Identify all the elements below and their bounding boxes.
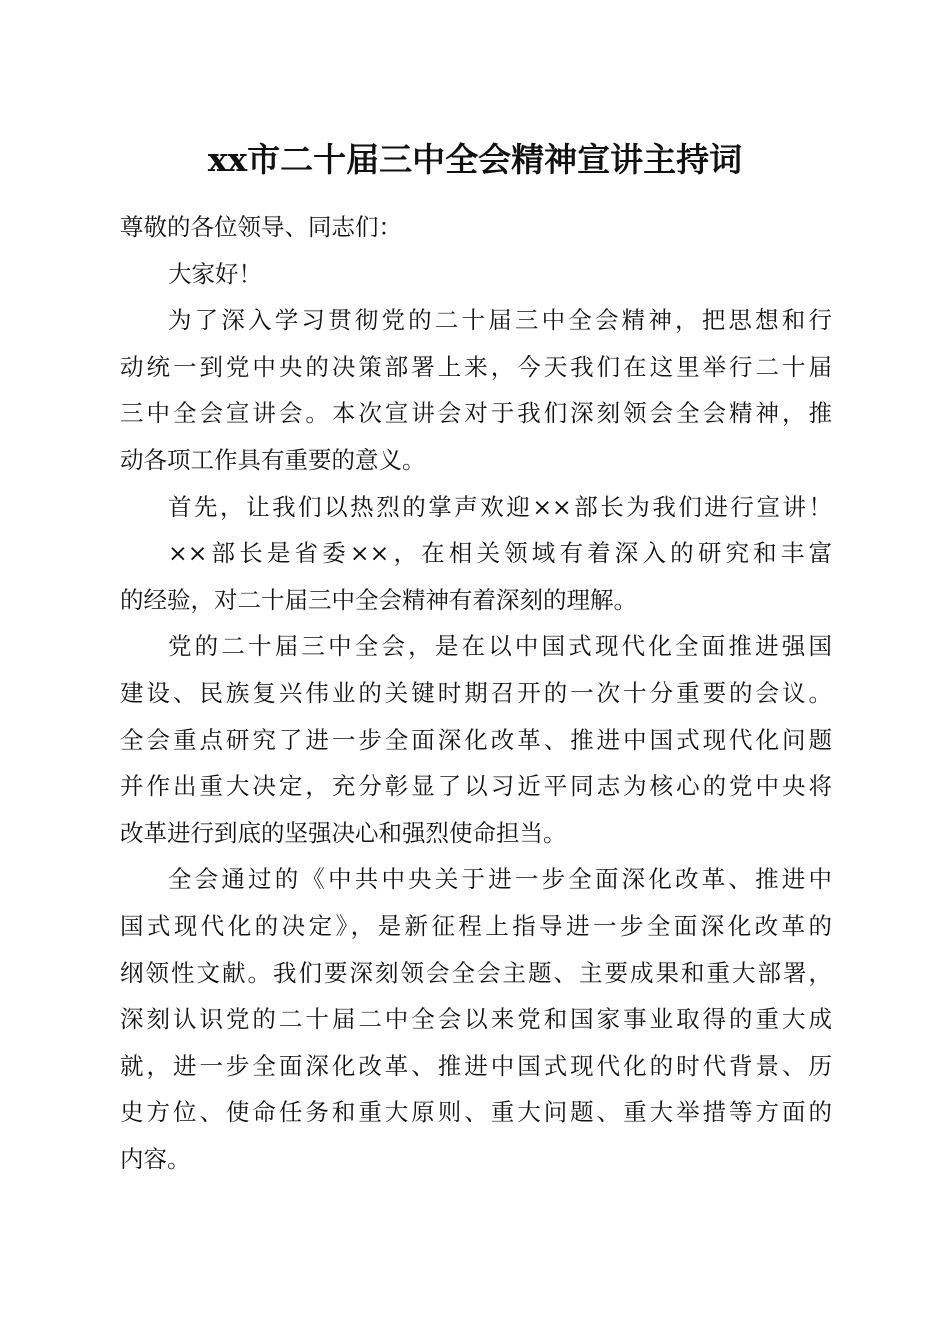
text-line: 史方位、使命任务和重大原则、重大问题、重大举措等方面的 — [120, 1098, 832, 1127]
text-line: 党的二十届三中全会，是在以中国式现代化全面推进强国 — [168, 632, 832, 661]
text-line: 就，进一步全面深化改革、推进中国式现代化的时代背景、历 — [120, 1051, 832, 1080]
text-line: 并作出重大决定，充分彰显了以习近平同志为核心的党中央将 — [120, 772, 832, 801]
salutation-paragraph — [120, 204, 832, 251]
document-title: xx市二十届三中全会精神宣讲主持词 — [207, 140, 743, 179]
text-line: 首先，让我们以热烈的掌声欢迎××部长为我们进行宣讲！ — [168, 492, 832, 521]
body-paragraph — [120, 297, 832, 483]
body-paragraph — [120, 530, 832, 623]
text-line: 全会重点研究了进一步全面深化改革、推进中国式现代化问题 — [120, 725, 832, 754]
text-line: 内容。 — [120, 1144, 191, 1173]
document-body — [120, 204, 832, 1182]
text-line: 三中全会宣讲会。本次宣讲会对于我们深刻领会全会精神，推 — [120, 399, 832, 428]
text-line: 深刻认识党的二十届二中全会以来党和国家事业取得的重大成 — [120, 1005, 832, 1034]
greeting-paragraph — [120, 251, 832, 298]
text-line: 的经验，对二十届三中全会精神有着深刻的理解。 — [120, 585, 637, 614]
text-line: 为了深入学习贯彻党的二十届三中全会精神，把思想和行 — [168, 306, 832, 335]
text-line: 纲领性文献。我们要深刻领会全会主题、主要成果和重大部署， — [120, 958, 832, 987]
text-line: 改革进行到底的坚强决心和强烈使命担当。 — [120, 818, 567, 847]
text-line: ××部长是省委××，在相关领域有着深入的研究和丰富 — [168, 539, 832, 568]
text-line: 国式现代化的决定》，是新征程上指导进一步全面深化改革的 — [120, 911, 832, 940]
text-line: 尊敬的各位领导、同志们： — [120, 213, 402, 241]
text-line: 动统一到党中央的决策部署上来，今天我们在这里举行二十届 — [120, 352, 832, 381]
text-line: 全会通过的《中共中央关于进一步全面深化改革、推进中 — [168, 865, 832, 894]
text-line: 大家好！ — [168, 259, 262, 288]
text-line: 建设、民族复兴伟业的关键时期召开的一次十分重要的会议。 — [120, 678, 832, 707]
body-paragraph — [120, 856, 832, 1182]
body-paragraph — [120, 484, 832, 531]
body-paragraph — [120, 623, 832, 856]
text-line: 动各项工作具有重要的意义。 — [120, 445, 426, 474]
